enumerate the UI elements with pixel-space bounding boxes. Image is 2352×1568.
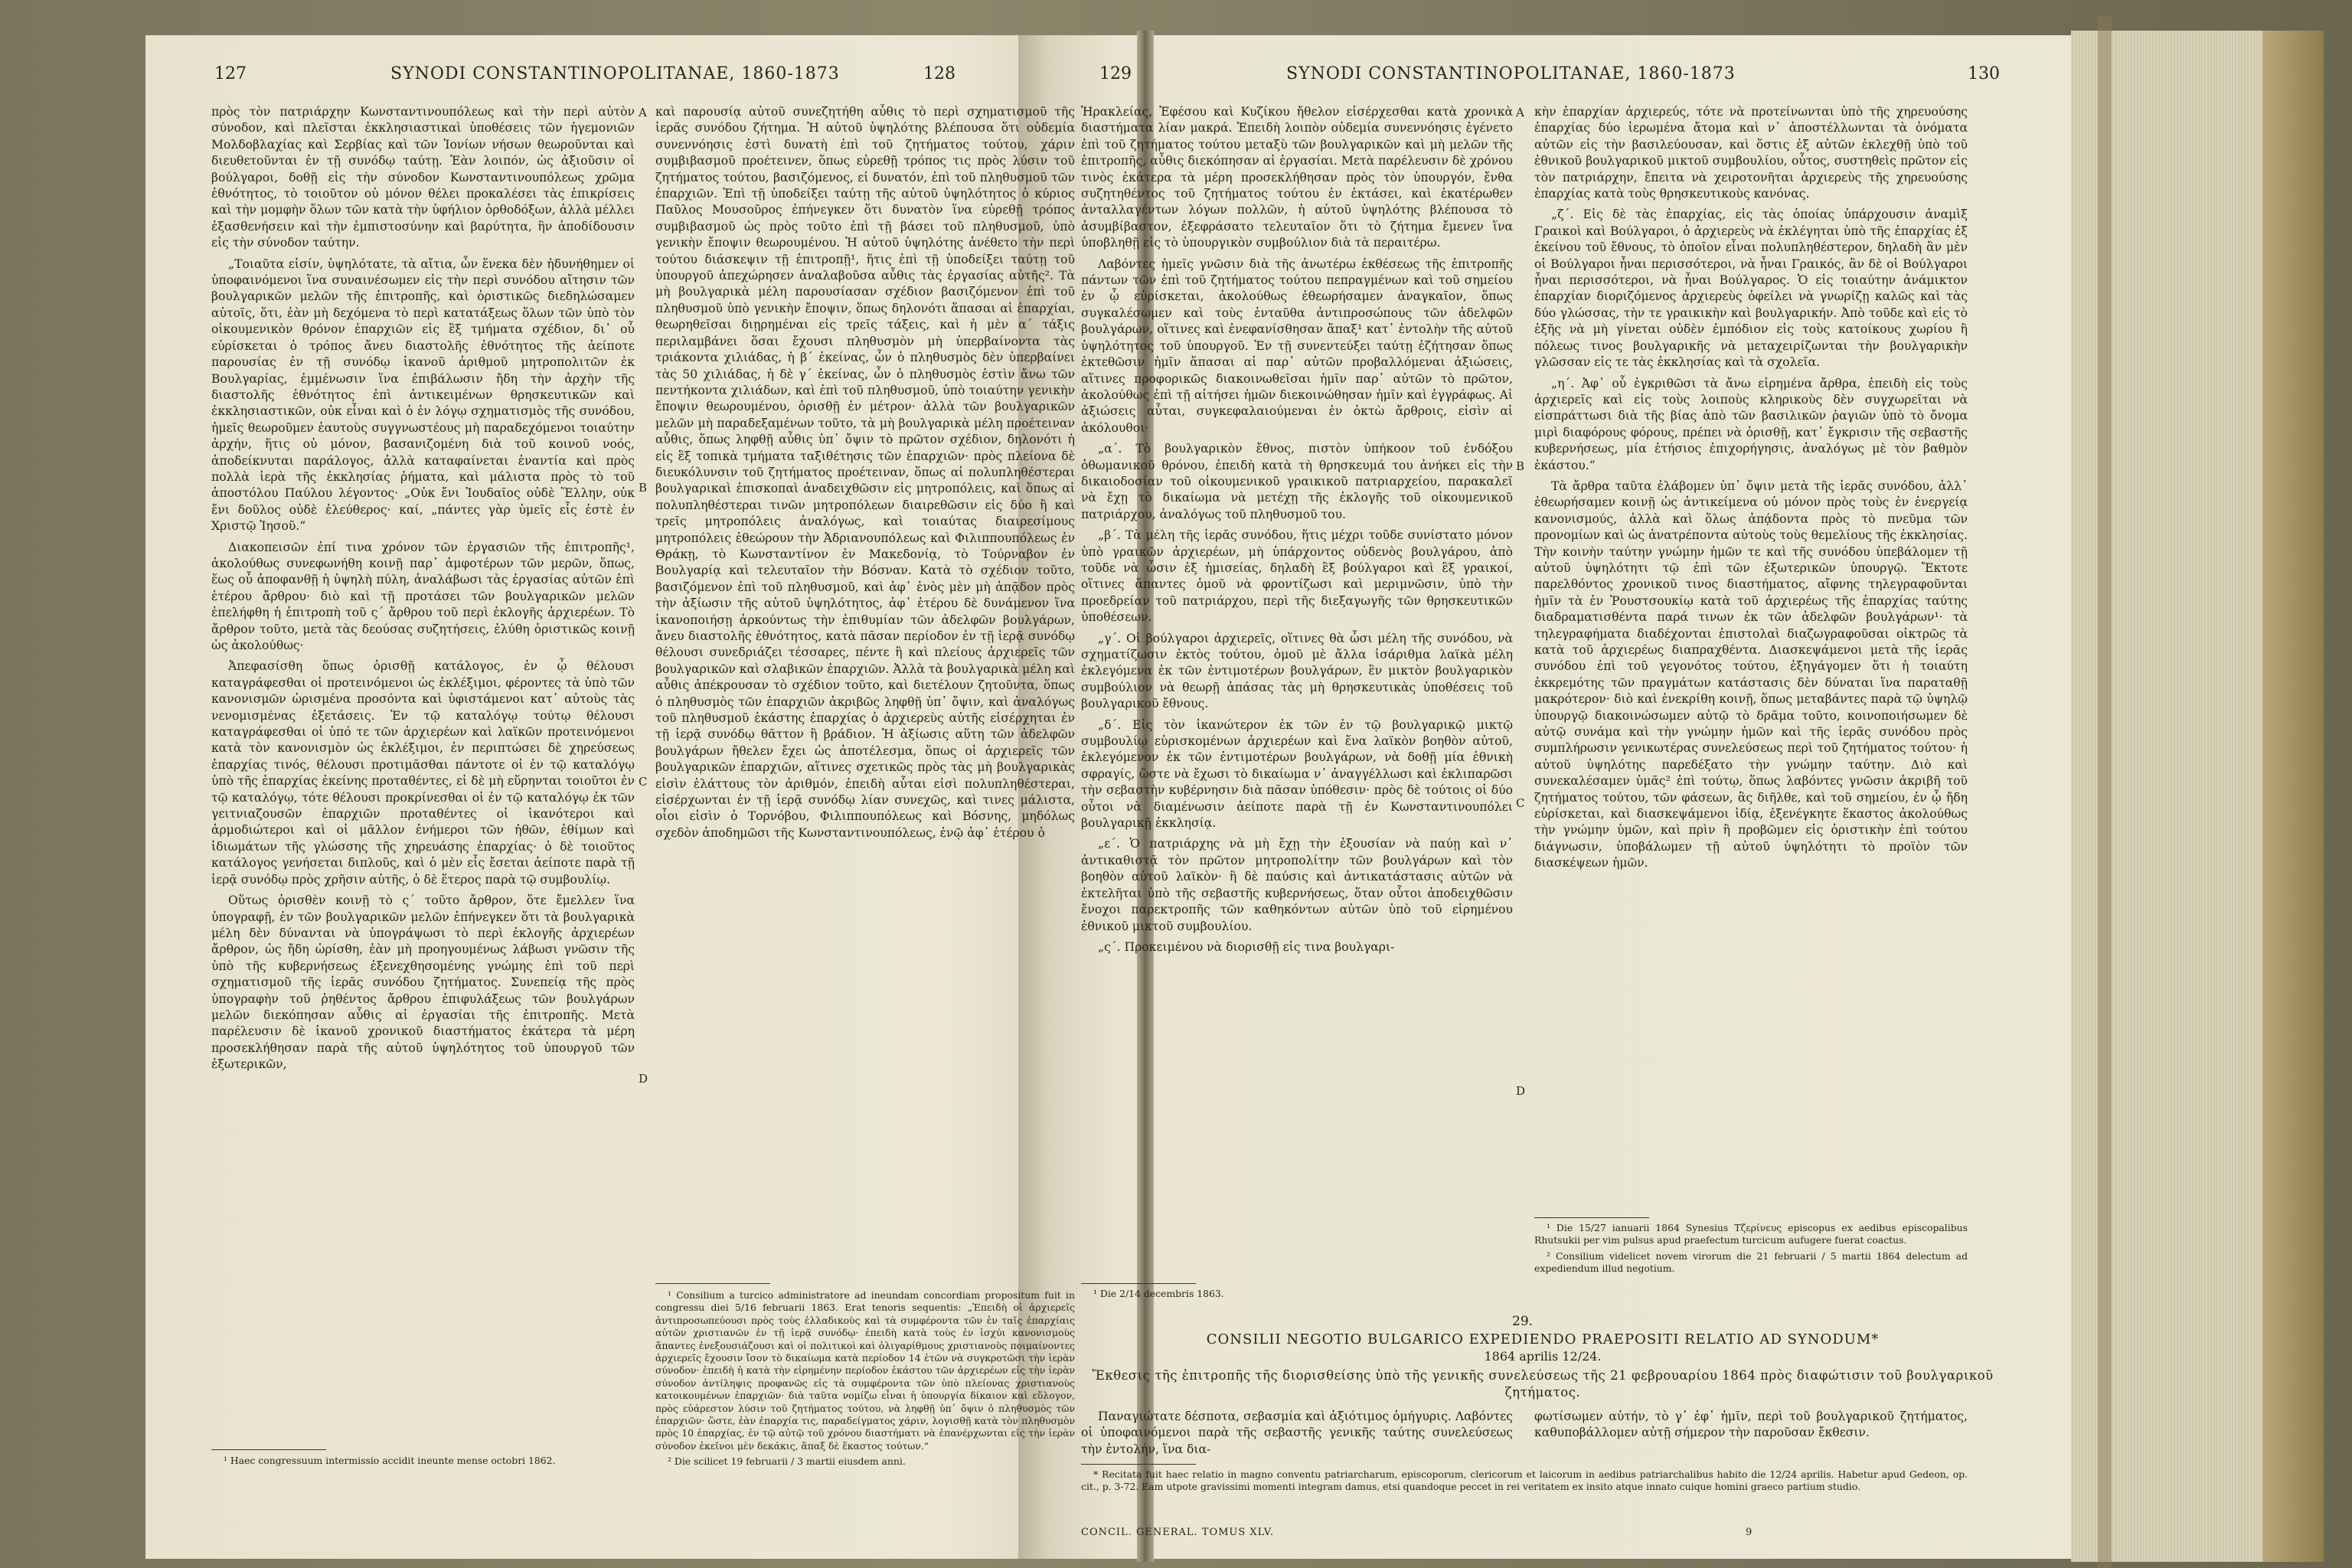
- paragraph: „ε΄. Ὁ πατριάρχης νὰ μὴ ἔχῃ τὴν ἐξουσίαν νὰ παύῃ καὶ ν᾿ ἀντικαθιστᾷ τὸν πρῶτον μητροπολίτην τῶν βουλγάρων καὶ τὸν βοηθὸν αὐτοῦ λαϊκὸν· ἢ δὲ παύσις καὶ ἀντικατάστασις αὐτῶν νὰ ἐκτελῆται ὑπὸ τῆς σεβαστῆς κυβερνήσεως, ὅταν οὗτοι ἀποδειχθῶσιν ἔνοχοι παρεκτροπῆς τῶν καθηκόντων αὐτῶν ὑπὸ τοῦ εἰρημένου ἐθνικοῦ μικτοῦ συμβουλίου.: [1081, 837, 1513, 933]
- column-127: [211, 104, 635, 1446]
- paragraph: „α΄. Τὸ βουλγαρικὸν ἔθνος, πιστὸν ὑπήκοον τοῦ ἐνδόξου ὀθωμανικοῦ θρόνου, ἐπειδὴ κατὰ τὴ θρησκευμά του ἀνήκει εἰς τὴν δικαιοδοσίαν τοῦ οἰκουμενικοῦ γραικικοῦ πατριαρχείου, παρακαλεῖ νὰ ἔχῃ τὸ δικαίωμα νὰ μετέχῃ τῆς ἐκλογῆς τοῦ οἰκουμενικοῦ πατριάρχου, ἀναλόγως τοῦ πληθυσμοῦ του.: [1081, 442, 1513, 521]
- footnote: ¹ Die 15/27 ianuarii 1864 Synesius Τζερίνευς episcopus ex aedibus episcopalibus Rhutsukii per vim pulsus apud praefectum turcicum aufugere fuerat coactus.: [1534, 1222, 1968, 1246]
- signature-number: 9: [1746, 1527, 1753, 1538]
- document-subtitle: Ἔκθεσις τῆς ἐπιτροπῆς τῆς διορισθείσης ὑπὸ τῆς γενικῆς συνελεύσεως τῆς 21 φεβρουαρίου 1864 πρὸς διαφώτισιν τοῦ βουλγαρικοῦ ζητήματος.: [1092, 1368, 1994, 1400]
- footnotes-130: [1534, 1222, 1968, 1279]
- signature-mark: CONCIL. GENERAL. TOMUS XLV.: [1081, 1527, 1274, 1538]
- footnotes-128: [655, 1289, 1075, 1519]
- document-text-right: [1534, 1409, 1968, 1446]
- margin-letter-b: B: [1516, 459, 1525, 473]
- right-running-header: SYNODI CONSTANTINOPOLITANAE, 1860-1873: [1286, 64, 1736, 83]
- paragraph: Ἡρακλείας, Ἐφέσου καὶ Κυζίκου ἤθελον εἰσέρχεσθαι κατὰ χρονικὰ διαστήματα λίαν μακρά. Ἐπειδὴ λοιπὸν οὐδεμία συνεννόησις ἐγένετο ἐπὶ τοῦ ζητήματος τούτου μεταξὺ τῶν βουλγαρικῶν καὶ μὴ μελῶν τῆς ἐπιτροπῆς, αὖθις διεκόπησαν αἱ ἐργασίαι. Μετὰ παρέλευσιν δὲ χρόνου τινὸς ἑκάτερα τὰ μέρη προσεκλήθησαν πρὸς τὸν ὑπουργόν, ἔνθα συζητηθέντος τοῦ ζητήματος τούτου ἐν ἐκτάσει, καὶ ἑκατέρωθεν ἀνταλλαγέντων λόγων πολλῶν, ἡ αὐτοῦ ὑψηλότης βλέπουσα τὸ ἀσυμβίβαστον, ἐξεφράσατο τελευταῖον ὅτι τὸ ζήτημα ἔμενεν ἵνα ὑποβληθῇ εἰς τὸ ὑπουργικὸν συμβούλιον διὰ τὰ περαιτέρω.: [1081, 105, 1513, 250]
- paragraph: Παναγιώτατε δέσποτα, σεβασμία καὶ ἀξιότιμος ὁμήγυρις. Λαβόντες οἱ ὑποφαινόμενοι παρὰ τῆς σεβαστῆς γενικῆς ταύτης συνελεύσεως τὴν ἐντολήν, ἵνα δια-: [1081, 1410, 1513, 1456]
- paragraph: „ζ΄. Εἰς δὲ τὰς ἐπαρχίας, εἰς τὰς ὁποίας ὑπάρχουσιν ἀναμὶξ Γραικοὶ καὶ Βούλγαροι, ὁ ἀρχιερεὺς νὰ ἐκλέγηται ὑπὸ τῆς ἐπαρχίας ἐξ ἐκείνου τοῦ ἔθνους, τὸ ὁποῖον εἶναι πολυπληθέστερον, δηλαδὴ ἂν μὲν οἱ Βούλγαροι ἦναι περισσότεροι, νὰ ἦναι Γραικός, ἂν δὲ οἱ Βούλγαροι ἦναι περισσότεροι, νὰ ἦναι Βούλγαρος. Ὁ εἰς τοιαύτην ἀνάμικτον ἐπαρχίαν διοριζόμενος ἀρχιερεὺς ὀφείλει νὰ γνωρίζῃ καλῶς καὶ τὰς δύο γλώσσας, τὴν τε γραικικὴν καὶ βουλγαρικήν. Ἀπὸ τοῦδε καὶ εἰς τὸ ἑξῆς νὰ μὴ γίνεται οὐδὲν ἐμπόδιον εἰς τοὺς κατοίκους χωρίου ἢ πόλεως τινος βουλγαρικῆς νὰ μεταχειρίζωνται τὴν βουλγαρικὴν γλῶσσαν εἰς τε τὰς ἐκκλησίας καὶ τὰ σχολεῖα.: [1534, 207, 1968, 370]
- book-ribbon: [2098, 15, 2112, 1568]
- margin-letter-c: C: [639, 775, 648, 789]
- document-footnote: [1081, 1468, 1968, 1497]
- footnote: ² Die scilicet 19 februarii / 3 martii eiusdem anni.: [668, 1455, 906, 1468]
- paragraph: „γ΄. Οἱ βούλγαροι ἀρχιερεῖς, οἵτινες θὰ ὦσι μέλη τῆς συνόδου, νὰ σχηματίζωσιν ἐκτὸς τούτου, ὁμοῦ μὲ ἄλλα ἰσάριθμα λαϊκὰ μέλη ἐκλεγόμενα ἐκ τῶν ἐντιμοτέρων βουλγάρων, ἓν μικτὸν βουλγαρικὸν συμβούλιον νὰ θεωρῇ ἁπάσας τὰς μὴ θρησκευτικὰς ὑποθέσεις τοῦ βουλγαρικοῦ ἔθνους.: [1081, 631, 1513, 711]
- paragraph: κὴν ἐπαρχίαν ἀρχιερεύς, τότε νὰ προτείνωνται ὑπὸ τῆς χηρευούσης ἐπαρχίας δύο ἱερωμένα ἄτομα καὶ ν᾿ ἀποστέλλωνται τὰ ὀνόματα αὐτῶν εἰς τὴν βασιλεύουσαν, καὶ ὅστις ἐξ αὐτῶν ἐκλεχθῇ ὑπὸ τοῦ ἐθνικοῦ βουλγαρικοῦ μικτοῦ συμβουλίου, οὗτος, συστηθεὶς πρῶτον εἰς τὸν πατριάρχην, ἔπειτα νὰ χειροτονῆται ἀρχιερεὺς τῆς χηρευούσης ἐπαρχίας κατὰ τοὺς θρησκευτικοὺς κανόνας.: [1534, 105, 1968, 201]
- paragraph: Διακοπεισῶν ἐπί τινα χρόνον τῶν ἐργασιῶν τῆς ἐπιτροπῆς¹, ἀκολούθως συνεφωνήθη κοινῇ παρ᾿ ἀμφοτέρων τῶν μερῶν, ὅπως, ἕως οὗ ἀποφανθῇ ἡ ὑψηλὴ πύλη, ἀναλάβωσι τὰς ἐργασίας αὐτῶν ἐπὶ ἑτέρου ἄρθρου· διὸ καὶ τῇ προτάσει τῶν βουλγαρικῶν μελῶν ἐπελήφθη ἡ ἐπιτροπὴ τοῦ ς΄ ἄρθρου τοῦ περὶ ἐκλογῆς ἀρχιερέων. Τὸ ἄρθρον τοῦτο, μετὰ τὰς δεούσας συζητήσεις, ἐλύθη ὁριστικῶς κοινῇ ὡς ἀκολούθως·: [211, 540, 635, 652]
- paragraph: Ἀπεφασίσθη ὅπως ὁρισθῇ κατάλογος, ἐν ᾧ θέλουσι καταγράφεσθαι οἱ προτεινόμενοι ὡς ἐκλέξιμοι, φέροντες τὰ ὑπὸ τῶν κανονισμῶν ὡρισμένα προσόντα καὶ ὑφιστάμενοι κατ᾿ αὐτοὺς τὰς νενομισμένας ἐξετάσεις. Ἐν τῷ καταλόγῳ τούτῳ θέλουσι καταγράφεσθαι οἱ ὑπό τε τῶν ἀρχιερέων καὶ λαϊκῶν προτεινόμενοι κατὰ τὸν κανονισμὸν ὡς ἐκλέξιμοι, ἐν περιπτώσει δὲ χηρεύσεως ἐπαρχίας τινός, θέλουσι προτιμᾶσθαι πάντοτε οἱ ἐν τῷ καταλόγῳ ὑπὸ τῆς ἐπαρχίας ἐκείνης προταθέντες, εἰ δὲ μὴ εὕρηνται τοιοῦτοι ἐν τῷ καταλόγῳ, τότε θέλουσι προκρίνεσθαι οἱ ἐν τῷ καταλόγῳ ἐκ τῶν γειτνιαζουσῶν ἐπαρχιῶν προταθέντες οἱ ἱκανότεροι καὶ ἁρμοδιώτεροι καὶ οἱ μᾶλλον ἐνήμεροι τῶν ἠθῶν, ἐθίμων καὶ ἰδιωμάτων τῆς γλώσσης τῆς χηρευάσης ἐπαρχίας· ὁ δὲ τοιοῦτος κατάλογος γενήσεται διπλοῦς, καὶ ὁ μὲν εἷς ἔσεται ἀείποτε παρὰ τῇ ἱερᾷ συνόδῳ πρὸς χρῆσιν αὐτῆς, ὁ δὲ ἕτερος παρὰ τῷ συμβουλίῳ.: [211, 659, 635, 887]
- footnote-rule: [655, 1283, 770, 1284]
- footnote: ¹ Die 2/14 decembris 1863.: [1093, 1288, 1224, 1299]
- footnote-rule: [1081, 1464, 1196, 1465]
- margin-letter-d: D: [639, 1072, 648, 1086]
- column-130: [1534, 104, 1968, 1202]
- paragraph: „Τοιαῦτα εἰσίν, ὑψηλότατε, τὰ αἴτια, ὧν ἕνεκα δὲν ἠδυνήθημεν οἱ ὑποφαινόμενοι ἵνα συναινέσωμεν εἰς τὴν περὶ συνόδου αἴτησιν τῶν βουλγαρικῶν μελῶν τῆς ἐπιτροπῆς, καὶ ὁριστικῶς διεδηλώσαμεν αὐτοῖς, ὅτι, ἐὰν μὴ δεχόμενα τὸ περὶ κατατάξεως ὅλων τῶν ὑπὸ τὸν οἰκουμενικὸν θρόνον ἐπαρχιῶν εἰς ἓξ τμήματα σχέδιον, δι᾿ οὗ εὑρίσκεται ὁ τρόπος ἄνευ διαστολῆς ἐθνότητος τῆς ἀείποτε παρουσίας ἐν τῇ συνόδῳ ἱκανοῦ ἀριθμοῦ μητροπολιτῶν ἐκ Βουλγαρίας, ἐμμένωσιν ἵνα ἐπιβάλωσιν ἤδη τὴν ἀρχὴν τῆς διαστολῆς ἐθνότητος ἐπὶ ἀντικειμένων θρησκευτικῶν καὶ ἐκκλησιαστικῶν, οὐκ εἶναι καὶ ὁ ἐν λόγῳ σχηματισμὸς τῆς συνόδου, ἡμεῖς θεωροῦμεν ἑαυτοὺς συγγνωστέους μὴ παραδεχόμενοι τοιαύτην ἀρχήν, ἥτις οὐ μόνον, βασανιζομένη διὰ τοῦ κοινοῦ νοός, ἀποδείκνυται παράλογος, ἀλλὰ καταφαίνεται ἐναντία καὶ πρὸς πολλὰ ἱερὰ τῆς ἐκκλησίας ῥήματα, καὶ μάλιστα πρὸς τὸ τοῦ ἀποστόλου Παύλου λέγοντος· „Οὐκ ἔνι Ἰουδαῖος οὐδὲ Ἕλλην, οὐκ ἔνι δοῦλος οὐδὲ ἐλεύθερος· καί, „πάντες γὰρ ὑμεῖς εἷς ἐστὲ ἐν Χριστῷ Ἰησοῦ.“: [211, 256, 635, 534]
- footnote: ¹ Consilium a turcico administratore ad ineundam concordiam propositum fuit in congressu diei 5/16 februarii 1863. Erat tenoris sequentis: „Ἐπειδὴ οἱ ἀρχιερεῖς ἀντιπροσωπεύουσι πρὸς τοὺς ἐλλαδικοὺς καὶ τὰ συμφέροντα τῶν ἐν ταῖς ἐπαρχίαις αὐτῶν χριστιανῶν ἐν τῇ ἱερᾷ συνόδῳ· ἐπειδὴ κατὰ τοὺς ἐν ἰσχύι κανονισμοὺς ἅπαντες ἐνεξουσιάζουσι καὶ οἱ πολιτικοὶ καὶ ὀλιγαρίθμους χριστιανοὺς ποιμαίνοντες ἀρχιερεῖς ἔχουσιν ἴσον τὸ δικαίωμα κατὰ περίοδον 14 ἐτῶν νὰ συγκροτῶσι τὴν ἱερὰν σύνοδον· ἐπειδὴ ἡ κατὰ τὴν εἰρημένην περίοδον ἑκάστου τῶν ἀρχιερέων εἰς τὴν ἱερὰν σύνοδον ἀντίληψις προφανῶς εἰς τὰ συμφέροντα τῶν ὑπὸ πλείονας χριστιανοὺς κατοικουμένων ἐπαρχιῶν· διὰ ταῦτα νομίζω εἶναι ἡ ὑπουργία δίκαιον καὶ εὔλογον, πρὸς εὐάρεστον λύσιν τοῦ ζητήματος τούτου, νὰ ληφθῇ ὑπ᾿ ὄψιν ὁ πληθυσμὸς τῶν ἐπαρχιῶν· ὥστε, ἐὰν ἐπαρχία τις, παραδείγματος χάριν, λογισθῇ κατὰ τὸν πληθυσμὸν πρὸς 10 ἐπαρχίας, ἐν τῷ αὐτῷ τοῦ χρόνου διαστήματι νὰ ἐπανέρχωνται εἰς τὴν ἱερὰν σύνοδον ἐκεῖνοι μὲν δεκάκις, ἅπαξ δὲ ἕκαστος τούτων.“: [655, 1289, 1075, 1452]
- column-128: [655, 104, 1075, 1276]
- footnote: ¹ Haec congressuum intermissio accidit ineunte mense octobri 1862.: [224, 1455, 556, 1466]
- footnote: ² Consilium videlicet novem virorum die 21 februarii / 5 martii 1864 delectum ad expediendum illud negotium.: [1534, 1250, 1968, 1275]
- margin-letter-d: D: [1516, 1084, 1526, 1098]
- paragraph: φωτίσωμεν αὐτήν, τὸ γ᾿ ἐφ᾿ ἡμῖν, περὶ τοῦ βουλγαρικοῦ ζητήματος, καθυποβάλλομεν αὐτῇ σήμερον τὴν παροῦσαν ἔκθεσιν.: [1534, 1410, 1968, 1440]
- paragraph: Οὕτως ὁρισθὲν κοινῇ τὸ ς΄ τοῦτο ἄρθρον, ὅτε ἔμελλεν ἵνα ὑπογραφῇ, ἐν τῶν βουλγαρικῶν μελῶν ἐπήνεγκεν ὅτι τὰ βουλγαρικὰ μέλη δὲν δύνανται νὰ ὑπογράψωσι τὸ περὶ ἐκλογῆς ἀρχιερέων ἄρθρον, ὡς ἤδη ὡρίσθη, ἐὰν μὴ προηγουμένως λάβωσι γνῶσιν τῆς ὑπὸ τῆς κυβερνήσεως ἐξενεχθησομένης γνώμης ἐπὶ τοῦ περὶ σχηματισμοῦ τῆς ἱερᾶς συνόδου ζητήματος. Συνεπείᾳ τῆς πρὸς ὑπογραφὴν τοῦ ῥηθέντος ἄρθρου ἐπιφυλάξεως τῶν βουλγάρων μελῶν διεκόπησαν αὖθις αἱ ἐργασίαι τῆς ἐπιτροπῆς. Μετὰ παρέλευσιν δὲ ἱκανοῦ χρονικοῦ διαστήματος ἑκάτερα τὰ μέρη προσεκλήθησαν παρὰ τῆς αὐτοῦ ὑψηλότητος τοῦ ὑπουργοῦ τῶν ἐξωτερικῶν,: [211, 893, 635, 1072]
- left-running-header: SYNODI CONSTANTINOPOLITANAE, 1860-1873: [390, 64, 840, 83]
- document-text-left: [1081, 1409, 1513, 1462]
- footnote-127: [211, 1455, 635, 1470]
- page-number-129: 129: [1099, 64, 1132, 83]
- footnote: * Recitata fuit haec relatio in magno conventu patriarcharum, episcoporum, clericorum et laicorum in aedibus patriarchalibus habito die 12/24 aprilis. Habetur apud Gedeon, op. cit., p. 3-72. Eam utpote gravissimi momenti integram damus, etsi quandoque peccet in rei veritatem ex insito atque innato cuique homini graeco partium studio.: [1081, 1468, 1968, 1493]
- paragraph: „δ΄. Εἰς τὸν ἱκανώτερον ἐκ τῶν ἐν τῷ βουλγαρικῷ μικτῷ συμβουλίῳ εὑρισκομένων ἀρχιερέων καὶ ἕνα λαϊκὸν βοηθὸν αὐτοῦ, ἐκλεγόμενον ἐκ τῶν ἐντιμοτέρων βουλγάρων, νὰ δοθῇ μία ἐθνικὴ σφραγίς, ὥστε νὰ ἔχωσι τὸ δικαίωμα ν᾿ ἀναγγέλλωσι καὶ ἐκλιπαρῶσι τὴν σεβαστὴν κυβέρνησιν διὰ πᾶσαν ὑπόθεσιν· πρὸς δὲ τούτοις οἱ δύο οὗτοι νὰ διαμένωσιν ἀείποτε παρὰ τῇ ἐν Κωνσταντινουπόλει βουλγαρικῇ ἐκκλησίᾳ.: [1081, 717, 1513, 831]
- footnote-129: [1081, 1288, 1513, 1303]
- document-title: CONSILII NEGOTIO BULGARICO EXPEDIENDO PRAEPOSITI RELATIO AD SYNODUM*: [1206, 1331, 1880, 1348]
- page-number-130: 130: [1968, 64, 2000, 83]
- paragraph: Τὰ ἄρθρα ταῦτα ἐλάβομεν ὑπ᾿ ὄψιν μετὰ τῆς ἱερᾶς συνόδου, ἀλλ᾿ ἐθεωρήσαμεν κοινῇ ὡς ἀντικείμενα οὐ μόνον πρὸς τοὺς ἐν ἐνεργείᾳ κανονισμούς, ἀλλὰ καὶ ὅλως ἀπᾴδοντα πρὸς τὸ πνεῦμα τῶν προνομίων καὶ ὡς ἀνατρέποντα αὐτοὺς τοὺς θεμελίους τῆς ἐκκλησίας. Τὴν κοινὴν ταύτην γνώμην ἡμῶν τε καὶ τῆς συνόδου ὑπεβάλομεν τῇ αὐτοῦ ὑψηλότητι τῷ ἐπὶ τῶν ἐξωτερικῶν ὑπουργῷ. Ἔκτοτε παρελθόντος χρονικοῦ τινος διαστήματος, αἴφνης τηλεγραφοῦνται ἡμῖν τὰ ἐν Ῥουστσουκίῳ κατὰ τοῦ ἀρχιερέως τῆς ἐπαρχίας ταύτης διαδραματισθέντα παρά τινων ἐκ τῶν ἀδελφῶν βουλγάρων¹· τὰ τηλεγραφήματα διαδέχονται ἐπιστολαὶ διαζωγραφοῦσαι οἰκτρῶς τὰ κατὰ τοῦ ἀρχιερέως διαπραχθέντα. Διασκεψάμενοι μετὰ τῆς ἱερᾶς συνόδου ἐπὶ τοῦ γεγονότος τούτου, ἐξηγάγομεν ὅτι ἡ τοιαύτη ἐκκρεμότης τῶν πραγμάτων κατάστασις δὲν δύναται ἵνα παραταθῇ μακρότερον· διὸ καὶ ἐνεκρίθη κοινῇ, ὅπως μεταβάντες παρὰ τῷ ὑψηλῷ ὑπουργῷ διακοινώσωμεν αὐτῷ τὸ δρᾶμα τοῦτο, κοινοποιήσωμεν δὲ αὐτῷ συνάμα καὶ τὴν γνώμην ἡμῶν καὶ τῆς ἱερᾶς συνόδου πρὸς συμπλήρωσιν γενικωτέρας συνελεύσεως περὶ τοῦ ζητήματος τούτου· ἡ αὐτοῦ ὑψηλότης παρεδέξατο τὴν γνώμην ταύτην. Διὸ καὶ συνεκαλέσαμεν ὑμᾶς² ἐπὶ τούτῳ, ὅπως λαβόντες γνῶσιν ἀκριβῆ τοῦ ζητήματος τούτου, τῶν φάσεων, ἃς διῆλθε, καὶ τοῦ σημείου, ἐν ᾧ ἤδη εὑρίσκεται, καὶ διασκεψάμενοι ἰδίᾳ, ἐξενέγκητε ἕκαστος ἀκολούθως τὴν γνώμην ὑμῶν, καὶ πρὶν ἢ προβῶμεν εἰς ὁριστικὴν ἐπὶ τούτου διάγνωσιν, ὑποβάλωμεν τῇ αὐτοῦ ὑψηλότητι τὸ προϊὸν τῶν διασκέψεων ἡμῶν.: [1534, 479, 1968, 871]
- document-date: 1864 aprilis 12/24.: [1484, 1349, 1602, 1364]
- margin-letter-c: C: [1516, 796, 1525, 810]
- paragraph: Λαβόντες ἡμεῖς γνῶσιν διὰ τῆς ἀνωτέρω ἐκθέσεως τῆς ἐπιτροπῆς πάντων τῶν ἐπὶ τοῦ ζητήματος τούτου πεπραγμένων καὶ τοῦ σημείου ἐν ᾧ εὑρίσκεται, ἀκολούθως ἐθεωρήσαμεν ἀναγκαῖον, ὅπως συγκαλέσωμεν καὶ τοὺς ἐνταῦθα ἀντιπροσώπους τῶν ἀδελφῶν βουλγάρων, οἵτινες καὶ ἐνεφανίσθησαν ἅπαξ¹ κατ᾿ ἐντολὴν τῆς αὐτοῦ ὑψηλότητος τοῦ ὑπουργοῦ. Ἐν τῇ συνεντεύξει ταύτῃ ἐζήτησαν ὅπως ἐκτεθῶσιν ἡμῖν ἅπασαι αἱ παρ᾿ αὐτῶν προβαλλόμεναι ἀξιώσεις, αἵτινες προφορικῶς διακοινωθεῖσαι ἡμῖν παρ᾿ αὐτῶν τὸ πρῶτον, ἀκολούθως ἐπὶ τῇ αἰτήσει ἡμῶν διεκοινώθησαν ἡμῖν καὶ ἐγγράφως. Αἱ ἀξιώσεις αὗται, συγκεφαλαιούμεναι ἐν ὀκτὼ ἄρθροις, εἰσὶν αἱ ἀκόλουθοι·: [1081, 256, 1513, 435]
- paragraph: „η΄. Ἀφ᾿ οὗ ἐγκριθῶσι τὰ ἄνω εἰρημένα ἄρθρα, ἐπειδὴ εἰς τοὺς ἀρχιερεῖς καὶ εἰς τοὺς λοιποὺς κληρικοὺς δὲν συγχωρεῖται νὰ εἰσπράττωσι διὰ τῆς βίας ἀπὸ τῶν βασιλικῶν ῥαγιῶν ὑπὸ τὸ ὄνομα μιρὶ διαφόρους φόρους, πρέπει νὰ ὁρισθῇ, κατ᾿ ἔγκρισιν τῆς σεβαστῆς κυβερνήσεως, μία ἐτήσιος ἐπιχορήγησις, ἀναλόγως μὲ τὸν βαθμὸν ἑκάστου.“: [1534, 376, 1968, 472]
- footnote-rule: [1534, 1217, 1649, 1218]
- footnote-rule: [211, 1449, 326, 1450]
- paragraph: καὶ παρουσίᾳ αὐτοῦ συνεζητήθη αὖθις τὸ περὶ σχηματισμοῦ τῆς ἱερᾶς συνόδου ζήτημα. Ἡ αὐτοῦ ὑψηλότης βλέπουσα ὅτι οὐδεμία συνεννόησις ἐστὶ δυνατὴ ἐπὶ τοῦ ζητήματος τούτου, χάριν συμβιβασμοῦ προέτεινεν, ὅπως εὑρεθῇ τρόπος τις πρὸς λύσιν τοῦ ζητήματος τούτου, βασιζόμενος, εἰ δυνατόν, ἐπὶ τοῦ πληθυσμοῦ τῶν ἐπαρχιῶν. Ἐπὶ τῇ ὑποδείξει ταύτῃ τῆς αὐτοῦ ὑψηλότητος ὁ κύριος Παῦλος Μουσοῦρος ἐπήνεγκεν ὅτι δυνατὸν ἵνα εὑρεθῇ τρόπος συμβιβασμοῦ ὡς πρὸς τοῦτο ἐπὶ τῇ βάσει τοῦ πληθυσμοῦ, ὑπὸ γενικὴν ἔποψιν θεωρουμένου. Ἡ αὐτοῦ ὑψηλότης ἀνέθετο τὴν περὶ τούτου διάσκεψιν τῇ ἐπιτροπῇ¹, ἥτις ἐπὶ τῇ ὑποδείξει ταύτῃ τοῦ ὑπουργοῦ ἀπεχώρησεν ἀναλαβοῦσα αὖθις τὰς ἐργασίας αὐτῆς². Τὰ μὴ βουλγαρικὰ μέλη παρουσίασαν σχέδιον βασιζόμενον ἐπὶ τοῦ πληθυσμοῦ ὑπὸ γενικὴν ἔποψιν, ὅπως δηλονότι ἅπασαι αἱ ἐπαρχίαι, θεωρηθεῖσαι διῃρημέναι εἰς τρεῖς τάξεις, καὶ ἡ μὲν α΄ τάξις περιλαμβάνει ὅσαι ἔχουσι πληθυσμὸν μὴ ὑπερβαίνοντα τὰς τριάκοντα χιλιάδας, ἡ β΄ ἐκείνας, ὧν ὁ πληθυσμὸς δὲν ὑπερβαίνει τὰς 50 χιλιάδας, ἡ δὲ γ΄ ἐκείνας, ὧν ὁ πληθυσμὸς ἐστὶν ἄνω τῶν πεντήκοντα χιλιάδων, καὶ ἐπὶ τοῦ πληθυσμοῦ, ὑπὸ τοιαύτην γενικὴν ἔποψιν θεωρουμένου, ὁρισθῇ ἐν μέτρον· ἀλλὰ τῶν βουλγαρικῶν μελῶν μὴ παραδεξαμένων τοῦτο, τὰ μὴ βουλγαρικὰ μέλη προέτειναν αὖθις, ὅπως ληφθῇ αὖθις ὑπ᾿ ὄψιν τὸ πρῶτον σχέδιον, δηλονότι ἡ εἰς ἓξ τοπικὰ τμήματα ταξιθέτησις τῶν ἐπαρχιῶν· πρὸς πλείονα δὲ διευκόλυνσιν τοῦ ζητήματος προέτειναν, ὅπως αἱ πολυπληθέστεραι βουλγαρικαὶ ἐπισκοπαὶ ἀναδειχθῶσιν εἰς μητροπόλεις, καὶ ὅπως αἱ πολυπληθέστεραι τινῶν μητροπόλεων διαιρεθῶσιν εἰς δύο ἢ καὶ τρεῖς μητροπόλεις ἀναλόγως, καὶ τοιαύτας διαιρεσίμους μητροπόλεις ἐθεώρουν τὴν Ἀδριανουπόλεως καὶ Φιλιππουπόλεως ἐν Θράκῃ, τὸ Κωνσταντίνον ἐν Μακεδονίᾳ, τὸ Τούρναβον ἐν Βουλγαρίᾳ καὶ τελευταῖον τὴν Βόσναν. Κατὰ τὸ σχέδιον τοῦτο, βασιζόμενον ἐπὶ τοῦ πληθυσμοῦ, καὶ ἀφ᾿ ἑνὸς μὲν μὴ ἀπᾷδον πρὸς τὴν ἀξίωσιν τῆς αὐτοῦ ὑψηλότητος, ἀφ᾿ ἑτέρου δὲ δυνάμενον ἵνα ἱκανοποιήσῃ ἀρκούντως τὴν ἐπιθυμίαν τῶν ἀδελφῶν βουλγάρων, ἄνευ διαστολῆς ἐθνότητος, κατὰ πᾶσαν περίοδον ἐν τῇ ἱερᾷ συνόδῳ θέλουσι συνεδριάζει τέσσαρες, πέντε ἢ καὶ πλείους ἀρχιερεῖς τῶν βουλγαρικῶν καὶ σλαβικῶν ἐπαρχιῶν. Ἀλλὰ τὰ βουλγαρικὰ μέλη καὶ αὖθις ἀπέκρουσαν τὸ σχέδιον τοῦτο, καὶ διετέλουν ζητοῦντα, ὅπως ὁ πληθυσμὸς τῶν ἐπαρχιῶν ἀκριβῶς ληφθῇ ὑπ᾿ ὄψιν, καὶ ἀναλόγως τοῦ πληθυσμοῦ ἑκάστης ἐπαρχίας ὁ ἀρχιερεὺς αὐτῆς εἰσέρχηται ἐν τῇ ἱερᾷ συνόδῳ θᾶττον ἢ βράδιον. Ἡ ἀξίωσις αὕτη τῶν ἀδελφῶν βουλγάρων ἤθελεν ἔχει ὡς ἀποτέλεσμα, ὅπως οἱ ἀρχιερεῖς τῶν βουλγαρικῶν ἐπαρχιῶν, αἵτινες σχετικῶς πρὸς τὰς μὴ βουλγαρικὰς εἰσὶν ἐλάττους τὸν ἀριθμόν, ἐπειδὴ αὗται εἰσὶ πολυπληθέστεραι, εἰσέρχωνται ἐν τῇ ἱερᾷ συνόδῳ λίαν συνεχῶς, καὶ τινες μάλιστα, οἷοι εἰσὶν ὁ Τορνόβου, Φιλιππουπόλεως καὶ Βόσνης, μηδόλως σχεδὸν ἀποδημῶσι τῆς Κωνσταντινουπόλεως, ἐνῷ ἀφ᾿ ἑτέρου ὁ: [655, 105, 1075, 840]
- margin-letter-a: A: [1516, 106, 1524, 119]
- page-number-128: 128: [923, 64, 956, 83]
- paragraph: „β΄. Τὰ μέλη τῆς ἱερᾶς συνόδου, ἥτις μέχρι τοῦδε συνίστατο μόνον ὑπὸ γραικῶν ἀρχιερέων, μὴ ὑπάρχοντος οὐδενὸς βουλγάρου, ἀπὸ τοῦδε νὰ ὦσιν ἐξ ἡμισείας, δηλαδὴ ἓξ βούλγαροι καὶ ἓξ γραικοί, οἵτινες ἅπαντες ὁμοῦ νὰ φροντίζωσι καὶ μεριμνῶσιν, ὑπὸ τὴν προεδρείαν τοῦ πατριάρχου, περὶ τῆς διεξαγωγῆς τῶν θρησκευτικῶν ὑποθέσεων.: [1081, 528, 1513, 625]
- column-129: [1081, 104, 1513, 1279]
- paragraph: πρὸς τὸν πατριάρχην Κωνσταντινουπόλεως καὶ τὴν περὶ αὐτὸν σύνοδον, καὶ πλεῖσται ἐκκλησιαστικαὶ ὑποθέσεις τῶν ἡγεμονιῶν Μολδοβλαχίας καὶ Σερβίας καὶ τῶν Ἰονίων νήσων θεωροῦνται καὶ διευθετοῦνται ἐν τῇ συνόδῳ ταύτῃ. Ἐὰν λοιπόν, ὡς ἀξιοῦσιν οἱ βούλγαροι, δοθῇ εἰς τὴν σύνοδον Κωνσταντινουπόλεως χρῶμα ἐθνότητος, τὸ τοιοῦτον οὐ μόνον θέλει προκαλέσει τὰς ἐπικρίσεις καὶ τὴν μομφὴν ὅλων τῶν κατὰ τὴν ὑφήλιον ὀρθοδόξων, ἀλλὰ μέλλει ἐξασθενήσειν καὶ τὴν ἐμπιστοσύνην καὶ βαρύτητα, ἣν ἀποδίδουσιν εἰς τὴν σύνοδον ταύτην.: [211, 105, 635, 250]
- page-number-127: 127: [214, 64, 247, 83]
- paragraph: „ς΄. Προκειμένου νὰ διορισθῇ εἰς τινα βουλγαρι-: [1098, 939, 1395, 954]
- document-number: 29.: [1512, 1314, 1534, 1329]
- margin-letter-b: B: [639, 481, 648, 495]
- margin-letter-a: A: [639, 106, 647, 119]
- footnote-rule: [1081, 1283, 1196, 1284]
